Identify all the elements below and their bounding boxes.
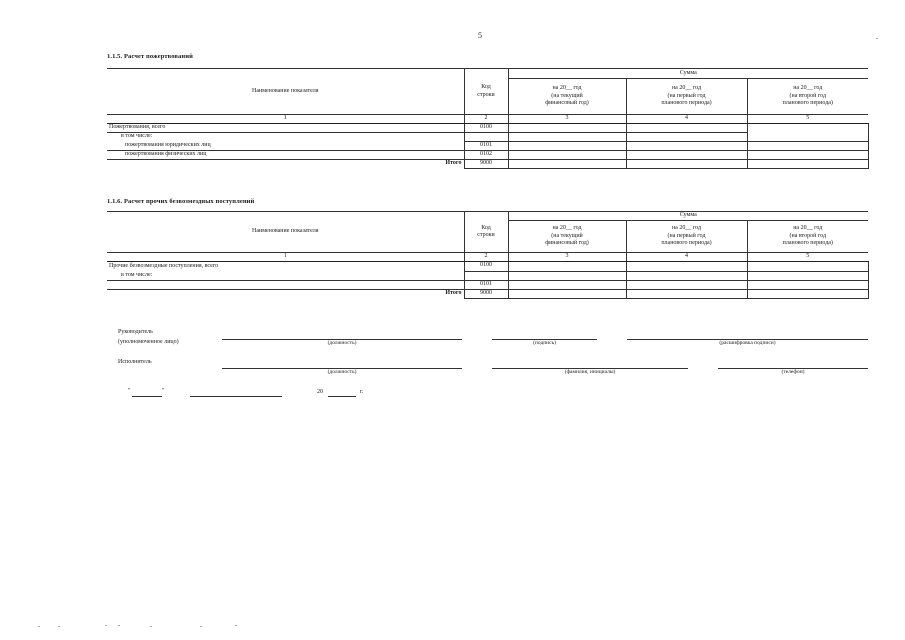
value-cell[interactable] — [747, 280, 868, 289]
exec-position-caption: (должность) — [327, 369, 357, 375]
value-cell[interactable] — [626, 150, 747, 159]
col-number: 2 — [464, 253, 508, 262]
col-number: 3 — [508, 253, 626, 262]
date-year-line[interactable] — [328, 396, 356, 397]
date-year-prefix: 20 — [317, 389, 323, 395]
head-position-caption: (должность) — [327, 340, 357, 346]
value-cell[interactable] — [508, 132, 626, 141]
col-number: 4 — [626, 115, 747, 124]
row-name: пожертвования юридических лиц — [107, 141, 464, 150]
scan-speck — [38, 626, 40, 627]
header-col-first: на 20__ год (на первый год планового периода) — [626, 221, 747, 253]
table-row — [107, 271, 868, 280]
table-row — [107, 261, 868, 271]
date-year-suffix: г. — [360, 389, 364, 395]
table-row — [107, 150, 868, 159]
row-name: пожертвования физических лиц — [107, 150, 464, 159]
scan-speck — [200, 626, 202, 627]
date-month-line[interactable] — [190, 396, 282, 397]
total-code: 9000 — [464, 159, 508, 168]
total-row — [107, 159, 868, 168]
executor-label: Исполнитель — [118, 359, 152, 365]
value-cell[interactable] — [626, 159, 747, 168]
head-decode-caption: (расшифровка подписи) — [719, 340, 776, 346]
scan-speck — [118, 625, 120, 626]
value-cell[interactable] — [747, 289, 868, 298]
other-receipts-table — [107, 211, 869, 299]
header-col-first: на 20__ год (на первый год планового периода) — [626, 79, 747, 115]
row-name — [107, 280, 464, 289]
scan-speck — [150, 626, 152, 627]
value-cell[interactable] — [747, 123, 868, 132]
exec-phone-caption: (телефон) — [781, 369, 805, 375]
col-number: 5 — [747, 253, 868, 262]
value-cell[interactable] — [626, 271, 747, 280]
row-name: в том числе: — [107, 271, 464, 280]
exec-name-caption: (фамилия, инициалы) — [564, 369, 616, 375]
total-row — [107, 289, 868, 298]
row-code: 0101 — [464, 141, 508, 150]
value-cell[interactable] — [508, 280, 626, 289]
row-name: Прочие безвозмездные поступления, всего — [107, 261, 464, 271]
value-cell[interactable] — [508, 123, 626, 132]
row-name: Пожертвования, всего — [107, 123, 464, 132]
col-number: 5 — [747, 115, 868, 124]
total-label: Итого — [107, 289, 464, 298]
value-cell[interactable] — [626, 123, 747, 132]
head-signature-caption: (подпись) — [533, 340, 556, 346]
table-row — [107, 280, 868, 289]
value-cell[interactable] — [626, 132, 747, 141]
value-cell[interactable] — [747, 261, 868, 271]
value-cell[interactable] — [747, 150, 868, 159]
value-cell[interactable] — [747, 132, 868, 141]
value-cell[interactable] — [508, 159, 626, 168]
value-cell[interactable] — [508, 271, 626, 280]
row-code — [464, 132, 508, 141]
total-code: 9000 — [464, 289, 508, 298]
scan-speck — [58, 626, 60, 627]
table-row — [107, 123, 868, 132]
donations-table — [107, 68, 869, 169]
value-cell[interactable] — [508, 141, 626, 150]
col-number: 1 — [107, 253, 464, 262]
row-name: в том числе: — [107, 132, 464, 141]
header-col-second: на 20__ год (на второй год планового периода) — [782, 85, 833, 107]
value-cell[interactable] — [626, 261, 747, 271]
head-label: Руководитель — [118, 329, 153, 335]
header-name: Наименование показателя — [107, 212, 464, 253]
row-code: 0100 — [464, 261, 508, 271]
row-code: 0100 — [464, 123, 508, 132]
col-number: 3 — [508, 115, 626, 124]
value-cell[interactable] — [747, 271, 868, 280]
table-row — [107, 132, 868, 141]
section-title-donations: 1.1.5. Расчет пожертвований — [107, 53, 193, 60]
section-title-other-receipts: 1.1.6. Расчет прочих безвозмездных поступлений — [107, 198, 255, 205]
header-col-current: на 20__ год (на текущий финансовый год) — [508, 79, 626, 115]
value-cell[interactable] — [508, 261, 626, 271]
header-sum: Сумма — [508, 212, 868, 221]
scan-speck — [105, 625, 107, 626]
row-code — [464, 271, 508, 280]
head-label-authorized: (уполномоченное лицо) — [118, 339, 179, 345]
date-quote-close: " — [162, 388, 165, 394]
value-cell[interactable] — [747, 141, 868, 150]
row-code: 0101 — [464, 280, 508, 289]
row-code: 0102 — [464, 150, 508, 159]
header-col-second: на 20__ год (на второй год планового периода) — [782, 225, 833, 247]
header-sum: Сумма — [508, 69, 868, 79]
col-number: 2 — [464, 115, 508, 124]
header-name: Наименование показателя — [107, 69, 464, 115]
col-number: 1 — [107, 115, 464, 124]
value-cell[interactable] — [626, 141, 747, 150]
header-code: Код строки — [464, 212, 508, 253]
date-quote-open: " — [128, 388, 131, 394]
page-number: 5 — [478, 31, 482, 40]
date-day-line[interactable] — [132, 396, 162, 397]
scan-speck — [235, 625, 237, 626]
value-cell[interactable] — [626, 289, 747, 298]
header-code: Код строки — [464, 69, 508, 115]
value-cell[interactable] — [747, 159, 868, 168]
total-label: Итого — [107, 159, 464, 168]
value-cell[interactable] — [508, 150, 626, 159]
header-col-current: на 20__ год (на текущий финансовый год) — [508, 221, 626, 253]
col-number: 4 — [626, 253, 747, 262]
value-cell[interactable] — [508, 289, 626, 298]
scan-speck — [876, 38, 878, 39]
table-row — [107, 141, 868, 150]
value-cell[interactable] — [626, 280, 747, 289]
